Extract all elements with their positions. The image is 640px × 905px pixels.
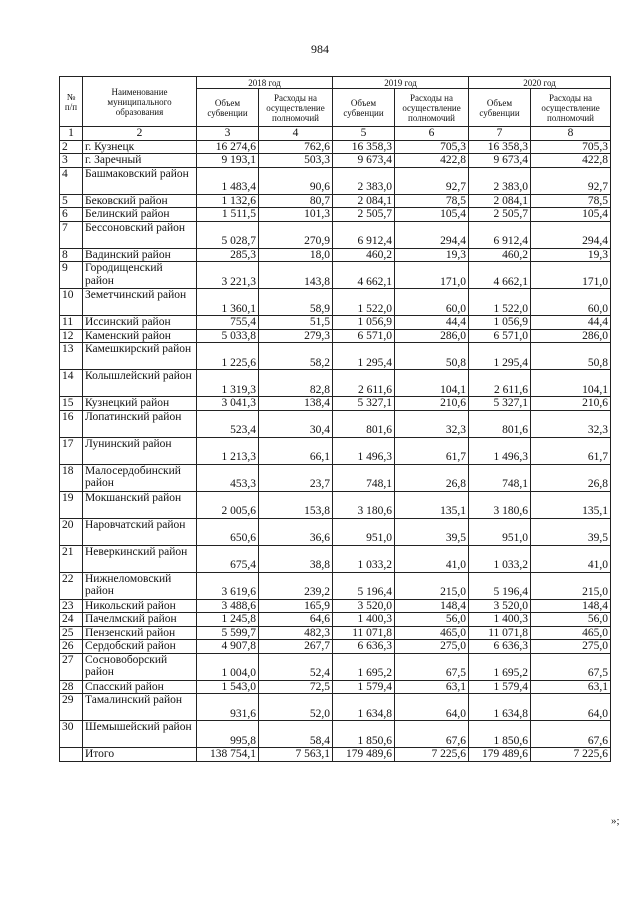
amount-cell: 9 193,1	[197, 154, 259, 168]
amount-cell: 2 383,0	[333, 167, 395, 194]
amount-cell: 1 056,9	[333, 316, 395, 330]
row-number-cell: 22	[60, 572, 83, 599]
amount-cell: 5 033,8	[197, 329, 259, 343]
amount-cell: 51,5	[259, 316, 333, 330]
amount-cell: 64,0	[531, 694, 611, 721]
row-number-cell: 28	[60, 680, 83, 694]
row-number-cell: 26	[60, 640, 83, 654]
amount-cell: 92,7	[395, 167, 469, 194]
amount-cell: 3 488,6	[197, 599, 259, 613]
amount-cell: 951,0	[333, 518, 395, 545]
amount-cell: 1 132,6	[197, 194, 259, 208]
amount-cell: 5 327,1	[333, 397, 395, 411]
closing-quote-mark: »;	[611, 815, 620, 827]
column-number-row	[60, 127, 611, 141]
amount-cell: 4 662,1	[333, 262, 395, 289]
column-number-cell: 4	[259, 127, 333, 141]
amount-cell: 2 383,0	[469, 167, 531, 194]
header-sub-volume: Объем субвенции	[333, 89, 395, 127]
amount-cell: 9 673,4	[333, 154, 395, 168]
amount-cell: 6 912,4	[469, 221, 531, 248]
table-row	[60, 154, 611, 168]
amount-cell: 210,6	[395, 397, 469, 411]
municipality-name-cell: Нижнеломовский район	[83, 572, 197, 599]
amount-cell: 90,6	[259, 167, 333, 194]
row-number-cell: 4	[60, 167, 83, 194]
amount-cell: 1 511,5	[197, 208, 259, 222]
table-row	[60, 694, 611, 721]
amount-cell: 26,8	[531, 464, 611, 491]
amount-cell: 460,2	[469, 248, 531, 262]
amount-cell: 67,6	[531, 721, 611, 748]
amount-cell: 78,5	[395, 194, 469, 208]
header-year-2018: 2018 год	[197, 77, 333, 89]
row-number-cell: 19	[60, 491, 83, 518]
amount-cell: 72,5	[259, 680, 333, 694]
amount-cell: 135,1	[395, 491, 469, 518]
row-number-cell: 14	[60, 370, 83, 397]
amount-cell: 294,4	[531, 221, 611, 248]
municipality-name-cell: Спасский район	[83, 680, 197, 694]
amount-cell: 58,2	[259, 343, 333, 370]
row-number-cell: 12	[60, 329, 83, 343]
table-row	[60, 329, 611, 343]
municipality-name-cell: Наровчатский район	[83, 518, 197, 545]
table-row	[60, 194, 611, 208]
amount-cell: 267,7	[259, 640, 333, 654]
table-row	[60, 140, 611, 154]
amount-cell: 286,0	[395, 329, 469, 343]
amount-cell: 2 505,7	[469, 208, 531, 222]
page-number: 984	[311, 42, 329, 56]
amount-cell: 270,9	[259, 221, 333, 248]
amount-cell: 44,4	[395, 316, 469, 330]
amount-cell: 210,6	[531, 397, 611, 411]
municipality-name-cell: Шемышейский район	[83, 721, 197, 748]
municipality-name-cell: Пензенский район	[83, 626, 197, 640]
amount-cell: 64,0	[395, 694, 469, 721]
amount-cell: 6 636,3	[333, 640, 395, 654]
table-row	[60, 167, 611, 194]
amount-cell: 1 213,3	[197, 437, 259, 464]
amount-cell: 105,4	[531, 208, 611, 222]
amount-cell: 2 084,1	[333, 194, 395, 208]
row-number-cell: 24	[60, 613, 83, 627]
table-row	[60, 289, 611, 316]
row-number-cell: 6	[60, 208, 83, 222]
amount-cell: 67,6	[395, 721, 469, 748]
amount-cell: 3 180,6	[469, 491, 531, 518]
amount-cell: 748,1	[333, 464, 395, 491]
amount-cell: 165,9	[259, 599, 333, 613]
municipality-name-cell: Мокшанский район	[83, 491, 197, 518]
amount-cell: 18,0	[259, 248, 333, 262]
amount-cell: 23,7	[259, 464, 333, 491]
municipality-name-cell: Белинский район	[83, 208, 197, 222]
amount-cell: 171,0	[531, 262, 611, 289]
amount-cell: 9 673,4	[469, 154, 531, 168]
row-number-cell: 8	[60, 248, 83, 262]
municipality-name-cell: Никольский район	[83, 599, 197, 613]
header-sub-volume: Объем субвенции	[197, 89, 259, 127]
header-name: Наименование муниципального образования	[83, 77, 197, 127]
row-number-cell: 17	[60, 437, 83, 464]
amount-cell: 39,5	[531, 518, 611, 545]
municipality-name-cell: Бековский район	[83, 194, 197, 208]
table-row	[60, 653, 611, 680]
municipality-name-cell: Неверкинский район	[83, 545, 197, 572]
amount-cell: 5 196,4	[333, 572, 395, 599]
table-row	[60, 370, 611, 397]
amount-cell: 3 041,3	[197, 397, 259, 411]
amount-cell: 3 520,0	[333, 599, 395, 613]
amount-cell: 1 295,4	[469, 343, 531, 370]
amount-cell: 56,0	[531, 613, 611, 627]
row-number-cell: 18	[60, 464, 83, 491]
municipality-name-cell: г. Кузнецк	[83, 140, 197, 154]
amount-cell: 285,3	[197, 248, 259, 262]
amount-cell: 1 522,0	[333, 289, 395, 316]
municipality-name-cell: Сердобский район	[83, 640, 197, 654]
amount-cell: 801,6	[469, 410, 531, 437]
row-number-cell: 25	[60, 626, 83, 640]
row-number-cell: 3	[60, 154, 83, 168]
amount-cell: 503,3	[259, 154, 333, 168]
amount-cell: 1 695,2	[469, 653, 531, 680]
table-row	[60, 437, 611, 464]
amount-cell: 32,3	[395, 410, 469, 437]
total-row	[60, 748, 611, 762]
amount-cell: 60,0	[395, 289, 469, 316]
amount-cell: 1 056,9	[469, 316, 531, 330]
amount-cell: 215,0	[531, 572, 611, 599]
amount-cell: 1 295,4	[333, 343, 395, 370]
amount-cell: 4 907,8	[197, 640, 259, 654]
municipality-name-cell: Кузнецкий район	[83, 397, 197, 411]
amount-cell: 19,3	[531, 248, 611, 262]
amount-cell: 78,5	[531, 194, 611, 208]
column-number-cell: 3	[197, 127, 259, 141]
amount-cell: 1 579,4	[469, 680, 531, 694]
table-row	[60, 518, 611, 545]
amount-cell: 422,8	[531, 154, 611, 168]
amount-cell: 32,3	[531, 410, 611, 437]
amount-cell: 2 611,6	[469, 370, 531, 397]
amount-cell: 1 634,8	[333, 694, 395, 721]
amount-cell: 148,4	[395, 599, 469, 613]
amount-cell: 2 084,1	[469, 194, 531, 208]
row-number-cell: 30	[60, 721, 83, 748]
amount-cell: 16 358,3	[333, 140, 395, 154]
municipality-name-cell: Итого	[83, 748, 197, 762]
amount-cell: 1 245,8	[197, 613, 259, 627]
subventions-table	[59, 76, 611, 762]
amount-cell: 5 028,7	[197, 221, 259, 248]
amount-cell: 1 522,0	[469, 289, 531, 316]
amount-cell: 286,0	[531, 329, 611, 343]
amount-cell: 30,4	[259, 410, 333, 437]
amount-cell: 755,4	[197, 316, 259, 330]
amount-cell: 2 005,6	[197, 491, 259, 518]
amount-cell: 41,0	[395, 545, 469, 572]
amount-cell: 5 196,4	[469, 572, 531, 599]
municipality-name-cell: Бессоновский район	[83, 221, 197, 248]
column-number-cell: 7	[469, 127, 531, 141]
row-number-cell: 13	[60, 343, 83, 370]
row-number-cell	[60, 748, 83, 762]
amount-cell: 1 004,0	[197, 653, 259, 680]
row-number-cell: 20	[60, 518, 83, 545]
amount-cell: 294,4	[395, 221, 469, 248]
column-number-cell: 8	[531, 127, 611, 141]
amount-cell: 995,8	[197, 721, 259, 748]
amount-cell: 465,0	[395, 626, 469, 640]
amount-cell: 56,0	[395, 613, 469, 627]
column-number-cell: 1	[60, 127, 83, 141]
amount-cell: 63,1	[531, 680, 611, 694]
amount-cell: 80,7	[259, 194, 333, 208]
amount-cell: 931,6	[197, 694, 259, 721]
row-number-cell: 5	[60, 194, 83, 208]
amount-cell: 179 489,6	[333, 748, 395, 762]
header-no: № п/п	[60, 77, 83, 127]
amount-cell: 1 579,4	[333, 680, 395, 694]
table-row	[60, 221, 611, 248]
municipality-name-cell: Лунинский район	[83, 437, 197, 464]
row-number-cell: 9	[60, 262, 83, 289]
table-row	[60, 464, 611, 491]
amount-cell: 50,8	[395, 343, 469, 370]
municipality-name-cell: Камешкирский район	[83, 343, 197, 370]
column-number-cell: 2	[83, 127, 197, 141]
table-row	[60, 721, 611, 748]
amount-cell: 58,9	[259, 289, 333, 316]
amount-cell: 453,3	[197, 464, 259, 491]
amount-cell: 523,4	[197, 410, 259, 437]
amount-cell: 1 360,1	[197, 289, 259, 316]
table-row	[60, 626, 611, 640]
amount-cell: 3 221,3	[197, 262, 259, 289]
municipality-name-cell: Земетчинский район	[83, 289, 197, 316]
row-number-cell: 7	[60, 221, 83, 248]
row-number-cell: 11	[60, 316, 83, 330]
amount-cell: 465,0	[531, 626, 611, 640]
amount-cell: 138,4	[259, 397, 333, 411]
table-row	[60, 410, 611, 437]
header-sub-volume: Объем субвенции	[469, 89, 531, 127]
header-sub-expense: Расходы на осуществление полномочий	[259, 89, 333, 127]
amount-cell: 171,0	[395, 262, 469, 289]
amount-cell: 1 400,3	[333, 613, 395, 627]
table-row	[60, 613, 611, 627]
amount-cell: 6 571,0	[333, 329, 395, 343]
municipality-name-cell: Каменский район	[83, 329, 197, 343]
amount-cell: 1 695,2	[333, 653, 395, 680]
amount-cell: 11 071,8	[333, 626, 395, 640]
municipality-name-cell: г. Заречный	[83, 154, 197, 168]
municipality-name-cell: Лопатинский район	[83, 410, 197, 437]
table-row	[60, 545, 611, 572]
amount-cell: 148,4	[531, 599, 611, 613]
amount-cell: 39,5	[395, 518, 469, 545]
municipality-name-cell: Иссинский район	[83, 316, 197, 330]
amount-cell: 3 619,6	[197, 572, 259, 599]
table-row	[60, 491, 611, 518]
amount-cell: 482,3	[259, 626, 333, 640]
amount-cell: 1 496,3	[333, 437, 395, 464]
amount-cell: 422,8	[395, 154, 469, 168]
row-number-cell: 21	[60, 545, 83, 572]
table-row	[60, 572, 611, 599]
amount-cell: 63,1	[395, 680, 469, 694]
amount-cell: 705,3	[531, 140, 611, 154]
amount-cell: 60,0	[531, 289, 611, 316]
amount-cell: 1 634,8	[469, 694, 531, 721]
amount-cell: 279,3	[259, 329, 333, 343]
table-body	[60, 127, 611, 762]
table-row	[60, 248, 611, 262]
amount-cell: 275,0	[531, 640, 611, 654]
amount-cell: 44,4	[531, 316, 611, 330]
amount-cell: 4 662,1	[469, 262, 531, 289]
amount-cell: 2 505,7	[333, 208, 395, 222]
amount-cell: 801,6	[333, 410, 395, 437]
amount-cell: 5 327,1	[469, 397, 531, 411]
amount-cell: 153,8	[259, 491, 333, 518]
amount-cell: 1 225,6	[197, 343, 259, 370]
table-row	[60, 343, 611, 370]
municipality-name-cell: Городищенский район	[83, 262, 197, 289]
row-number-cell: 16	[60, 410, 83, 437]
amount-cell: 64,6	[259, 613, 333, 627]
amount-cell: 19,3	[395, 248, 469, 262]
table-row	[60, 640, 611, 654]
header-sub-expense: Расходы на осуществление полномочий	[531, 89, 611, 127]
municipality-name-cell: Колышлейский район	[83, 370, 197, 397]
amount-cell: 5 599,7	[197, 626, 259, 640]
amount-cell: 6 636,3	[469, 640, 531, 654]
amount-cell: 951,0	[469, 518, 531, 545]
amount-cell: 7 225,6	[395, 748, 469, 762]
amount-cell: 1 033,2	[333, 545, 395, 572]
amount-cell: 460,2	[333, 248, 395, 262]
amount-cell: 66,1	[259, 437, 333, 464]
municipality-name-cell: Пачелмский район	[83, 613, 197, 627]
amount-cell: 41,0	[531, 545, 611, 572]
amount-cell: 705,3	[395, 140, 469, 154]
amount-cell: 50,8	[531, 343, 611, 370]
row-number-cell: 29	[60, 694, 83, 721]
header-sub-expense: Расходы на осуществление полномочий	[395, 89, 469, 127]
amount-cell: 26,8	[395, 464, 469, 491]
amount-cell: 67,5	[531, 653, 611, 680]
table-row	[60, 397, 611, 411]
amount-cell: 52,0	[259, 694, 333, 721]
amount-cell: 1 496,3	[469, 437, 531, 464]
amount-cell: 3 180,6	[333, 491, 395, 518]
amount-cell: 11 071,8	[469, 626, 531, 640]
table-row	[60, 316, 611, 330]
amount-cell: 179 489,6	[469, 748, 531, 762]
amount-cell: 143,8	[259, 262, 333, 289]
amount-cell: 239,2	[259, 572, 333, 599]
amount-cell: 104,1	[531, 370, 611, 397]
amount-cell: 1 543,0	[197, 680, 259, 694]
amount-cell: 36,6	[259, 518, 333, 545]
row-number-cell: 2	[60, 140, 83, 154]
municipality-name-cell: Тамалинский район	[83, 694, 197, 721]
table-row	[60, 262, 611, 289]
amount-cell: 82,8	[259, 370, 333, 397]
amount-cell: 138 754,1	[197, 748, 259, 762]
amount-cell: 101,3	[259, 208, 333, 222]
amount-cell: 1 033,2	[469, 545, 531, 572]
amount-cell: 1 483,4	[197, 167, 259, 194]
amount-cell: 92,7	[531, 167, 611, 194]
amount-cell: 61,7	[395, 437, 469, 464]
amount-cell: 6 571,0	[469, 329, 531, 343]
municipality-name-cell: Вадинский район	[83, 248, 197, 262]
amount-cell: 762,6	[259, 140, 333, 154]
amount-cell: 6 912,4	[333, 221, 395, 248]
amount-cell: 7 563,1	[259, 748, 333, 762]
amount-cell: 67,5	[395, 653, 469, 680]
municipality-name-cell: Малосердобинский район	[83, 464, 197, 491]
header-year-2020: 2020 год	[469, 77, 611, 89]
amount-cell: 135,1	[531, 491, 611, 518]
municipality-name-cell: Башмаковский район	[83, 167, 197, 194]
row-number-cell: 23	[60, 599, 83, 613]
amount-cell: 38,8	[259, 545, 333, 572]
table-row	[60, 208, 611, 222]
amount-cell: 1 319,3	[197, 370, 259, 397]
amount-cell: 2 611,6	[333, 370, 395, 397]
amount-cell: 650,6	[197, 518, 259, 545]
row-number-cell: 10	[60, 289, 83, 316]
amount-cell: 61,7	[531, 437, 611, 464]
amount-cell: 52,4	[259, 653, 333, 680]
column-number-cell: 6	[395, 127, 469, 141]
amount-cell: 1 400,3	[469, 613, 531, 627]
amount-cell: 16 274,6	[197, 140, 259, 154]
header-year-2019: 2019 год	[333, 77, 469, 89]
table-row	[60, 599, 611, 613]
amount-cell: 215,0	[395, 572, 469, 599]
amount-cell: 275,0	[395, 640, 469, 654]
municipality-name-cell: Сосновоборский район	[83, 653, 197, 680]
amount-cell: 58,4	[259, 721, 333, 748]
amount-cell: 7 225,6	[531, 748, 611, 762]
amount-cell: 105,4	[395, 208, 469, 222]
amount-cell: 16 358,3	[469, 140, 531, 154]
amount-cell: 1 850,6	[333, 721, 395, 748]
amount-cell: 1 850,6	[469, 721, 531, 748]
amount-cell: 104,1	[395, 370, 469, 397]
amount-cell: 675,4	[197, 545, 259, 572]
table-row	[60, 680, 611, 694]
amount-cell: 748,1	[469, 464, 531, 491]
column-number-cell: 5	[333, 127, 395, 141]
row-number-cell: 27	[60, 653, 83, 680]
row-number-cell: 15	[60, 397, 83, 411]
amount-cell: 3 520,0	[469, 599, 531, 613]
